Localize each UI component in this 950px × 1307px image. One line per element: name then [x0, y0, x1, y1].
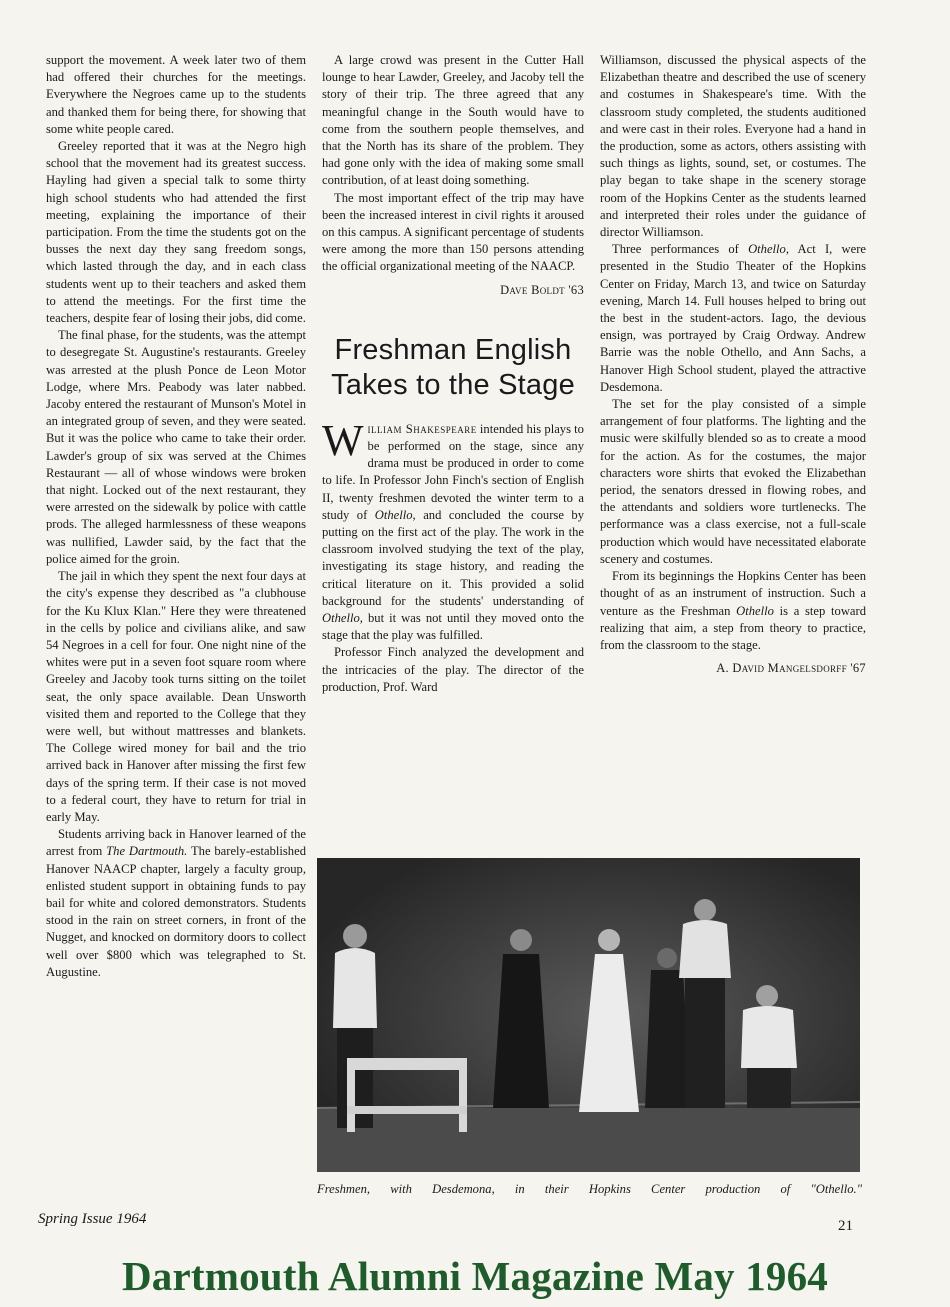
play-title: Othello, — [374, 507, 416, 522]
paragraph: The jail in which they spent the next four days at the city's expense they described as "a clubhouse for the Ku Klux Klan." Here they were threatened in the cells by police and civilians alike, and saw 54 Negroes in a cell for four. One night nine of the whites were put in a seven foot square room where Greeley and Jacoby took turns sitting on the toilet seat, the only space available. Dean Unsworth visited them and reported to the College that they were well, but without mattresses and blankets. The College wired money for bail and the trio arrived back in Hanover after missing the first few days of the spring term. If their case is not moved to a federal court, they have to return for trial in early May. — [46, 569, 306, 824]
byline: Dave Boldt '63 — [500, 282, 584, 297]
paragraph — [600, 568, 866, 654]
page-number: 21 — [838, 1218, 853, 1234]
paragraph: Williamson, discussed the physical aspects of the Elizabethan theatre and described the use of scenery and costumes in Shakespeare's time. With the classroom study completed, the students auditioned and were cast in their roles. Everyone had a hand in the production, some as actors, others assisting with such things as lights, sound, set, or costumes. The play began to take shape in the scenery storage room of the Hopkins Center as the students learned and interpreted their roles under the guidance of director Williamson. — [600, 53, 866, 240]
text-run: The barely-established Hanover NAACP chapter, largely a faculty group, enlisted student support in obtaining funds to pay bail for white and colored demonstrators. Students stood in the rain on street corners, in front of the Nugget, and knocked on dormitory doors to collect well over $800 which was telegraphed to St. Augustine. — [46, 844, 306, 979]
production-photo — [317, 858, 860, 1172]
text-run: Students arriving back in Hanover learned of the arrest from — [46, 827, 306, 859]
article-headline — [322, 333, 584, 403]
paragraph: Professor Finch analyzed the development and the intricacies of the play. The director of the production, Prof. Ward — [322, 645, 584, 694]
text-run: From its beginnings the Hopkins Center has been thought of as an instrument of instruction. Such a venture as the Freshman — [600, 569, 866, 618]
article-column-3 — [600, 52, 866, 677]
play-title: Othello, — [748, 242, 790, 257]
paragraph — [600, 241, 866, 396]
play-title: Othello, — [322, 611, 363, 626]
text-run: Three performances of — [612, 242, 749, 257]
photo-caption: Freshmen, with Desdemona, in their Hopkins Center production of "Othello." — [317, 1182, 862, 1196]
magazine-banner: Dartmouth Alumni Magazine May 1964 — [121, 1253, 829, 1299]
paragraph: The final phase, for the students, was the attempt to desegregate St. Augustine's restaurants. Greeley was arrested at the plush Ponce de Leon Motor Lodge, where Mrs. Peabody was later nabbed. Jacoby entered the restaurant of Munson's Motel in an integrated group of seven, and they were seated. But it was the police who came to take their order. Lawder's group of six was served at the Chimes Restaurant — all of whose windows were broken that night. Locked out of the next restaurant, they were arrested on the sidewalk by police with cattle prods. The alleged harmlessness of these weapons was nullified, Lawder said, by the fact that the police aimed for the groin. — [46, 328, 306, 566]
publication-title: The Dartmouth. — [106, 844, 188, 859]
text-run: and concluded the course by putting on the first act of the play. The work in the classroom involved studying the text of the play, investigating its stage history, and reading the critical literature on it. This provided a solid background for the students' understanding of — [322, 507, 584, 608]
lead-paragraph — [322, 415, 584, 645]
article-column-2 — [322, 52, 584, 696]
text-run: Act I, were presented in the Studio Theater of the Hopkins Center on Friday, March 13, and twice on Saturday evening, March 14. Full houses helped to bring out the best in the student-actors. Iago, the devious ensign, was portrayed by Craig Ordway. Andrew Barrie was the noble Othello, and Ann Sachs, a Hanover High School student, played the attractive Desdemona. — [600, 242, 867, 394]
headline-line: Freshman English — [334, 333, 572, 366]
lead-words: illiam Shakespeare — [367, 421, 477, 436]
headline-line: Takes to the Stage — [331, 368, 575, 401]
paragraph: The most important effect of the trip may have been the increased interest in civil rights it aroused on this campus. A significant percentage of students were among the more than 150 persons attending the official organizational meeting of the NAACP. — [322, 190, 584, 274]
stage-scene-illustration — [317, 858, 860, 1172]
play-title: Othello — [736, 603, 774, 618]
paragraph: The set for the play consisted of a simple arrangement of four platforms. The lighting and the music were skilfully blended so as to create a mood for the action. As for the costumes, the major characters wore shirts that evoked the Elizabethan period, the senators dressed in flowing robes, and the attendants and soldiers wore turtlenecks. The performance was a class exercise, not a full-scale production which would have necessitated elaborate scenery and costumes. — [600, 397, 866, 566]
paragraph: support the movement. A week later two of them had offered their churches for the meetings. Everywhere the Negroes came up to the students and thanked them for being there, for showing that some white people cared. — [46, 53, 306, 136]
byline: A. David Mangelsdorff '67 — [716, 661, 866, 676]
paragraph — [46, 826, 306, 981]
actor-figure — [679, 899, 731, 1108]
drop-cap: W — [322, 415, 364, 465]
text-run: intended his plays to be performed on the stage, since any drama must be produced in order to come to life. In Professor John Finch's section of English II, twenty freshmen devoted the winter term to a study of — [322, 421, 584, 522]
paragraph: Greeley reported that it was at the Negro high school that the movement had its greatest success. Hayling had given a special talk to some thirty high school students who had attended the first meeting, explaining the importance of their participation. From the time the students got on the busses the next day they sang freedom songs, which lasted through the day, and in each class students went up to their teachers and asked them to attend the meetings. For the first time the teachers, despite fear of losing their jobs, did come. — [46, 139, 306, 326]
article-column-1 — [46, 52, 306, 981]
text-run: but it was not until they moved onto the stage that the play was fulfilled. — [322, 611, 584, 643]
paragraph: A large crowd was present in the Cutter Hall lounge to hear Lawder, Greeley, and Jacoby tell the story of their trip. The three agreed that any meaningful change in the South would have to come from the southern people themselves, and that the North has its share of the problem. They had gone only with the idea of making some small contribution, of at least doing something. — [322, 53, 584, 188]
text-run: is a step toward realizing that aim, a step from theory to practice, from the classroom to the stage. — [600, 603, 866, 652]
issue-label: Spring Issue 1964 — [38, 1211, 147, 1227]
